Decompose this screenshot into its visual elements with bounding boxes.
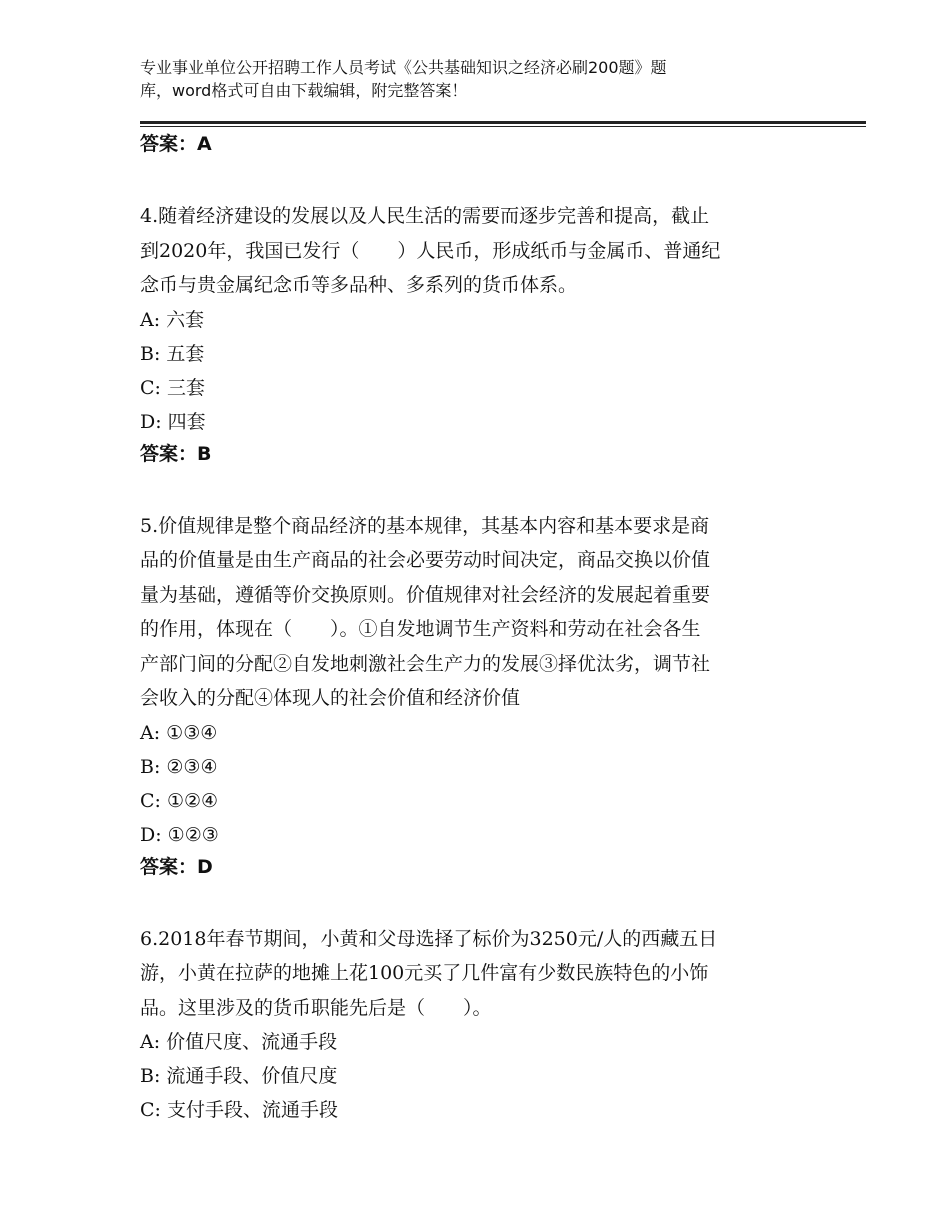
answer-label: 答案：B (140, 442, 212, 465)
stem-line: 品。这里涉及的货币职能先后是（ ）。 (140, 996, 492, 1019)
option-c: C: ①②④ (140, 789, 219, 812)
stem-line: 的作用，体现在（ ）。①自发地调节生产资料和劳动在社会各生 (140, 618, 701, 640)
header-rule-thin (140, 126, 866, 127)
option-c: C: 三套 (140, 376, 205, 399)
stem-line: 6.2018年春节期间，小黄和父母选择了标价为3250元/人的西藏五日 (140, 927, 718, 950)
option-a: A: 六套 (140, 308, 205, 331)
stem-line: 量为基础，遵循等价交换原则。价值规律对社会经济的发展起着重要 (140, 583, 711, 606)
stem-line: 念币与贵金属纪念币等多品种、多系列的货币体系。 (140, 274, 578, 296)
spacer (140, 469, 805, 509)
option-b: B: 五套 (140, 342, 205, 365)
option-b: B: 流通手段、价值尺度 (140, 1065, 338, 1087)
spacer (140, 159, 805, 199)
stem-line: 游，小黄在拉萨的地摊上花100元买了几件富有少数民族特色的小饰 (140, 962, 709, 984)
question-4 (140, 199, 805, 469)
header-rule-thick (140, 121, 866, 124)
option-a: A: ①③④ (140, 721, 218, 744)
document-header (140, 56, 780, 102)
previous-answer: 答案：A (140, 133, 212, 155)
stem-line: 产部门间的分配②自发地刺激社会生产力的发展③择优汰劣，调节社 (140, 652, 711, 675)
stem-line: 会收入的分配④体现人的社会价值和经济价值 (140, 687, 521, 709)
option-d: D: ①②③ (140, 823, 219, 846)
question-stem (140, 199, 805, 303)
stem-line: 4.随着经济建设的发展以及人民生活的需要而逐步完善和提高，截止 (140, 205, 710, 227)
option-d: D: 四套 (140, 410, 206, 433)
option-a: A: 价值尺度、流通手段 (140, 1031, 338, 1053)
option-c: C: 支付手段、流通手段 (140, 1099, 338, 1121)
spacer (140, 882, 805, 922)
header-title-line-1: 专业事业单位公开招聘工作人员考试《公共基础知识之经济必刷200题》题 (140, 58, 667, 77)
answer-label: 答案：D (140, 855, 213, 878)
question-stem (140, 509, 805, 716)
stem-line: 5.价值规律是整个商品经济的基本规律，其基本内容和基本要求是商 (140, 514, 710, 537)
stem-line: 到2020年，我国已发行（ ）人民币，形成纸币与金属币、普通纪 (140, 239, 721, 262)
option-b: B: ②③④ (140, 755, 218, 778)
header-title-line-2: 库，word格式可自由下载编辑，附完整答案！ (140, 81, 468, 100)
document-body (140, 129, 805, 1127)
question-6 (140, 922, 805, 1128)
question-stem (140, 922, 805, 1026)
question-5 (140, 509, 805, 882)
stem-line: 品的价值量是由生产商品的社会必要劳动时间决定，商品交换以价值 (140, 549, 711, 571)
